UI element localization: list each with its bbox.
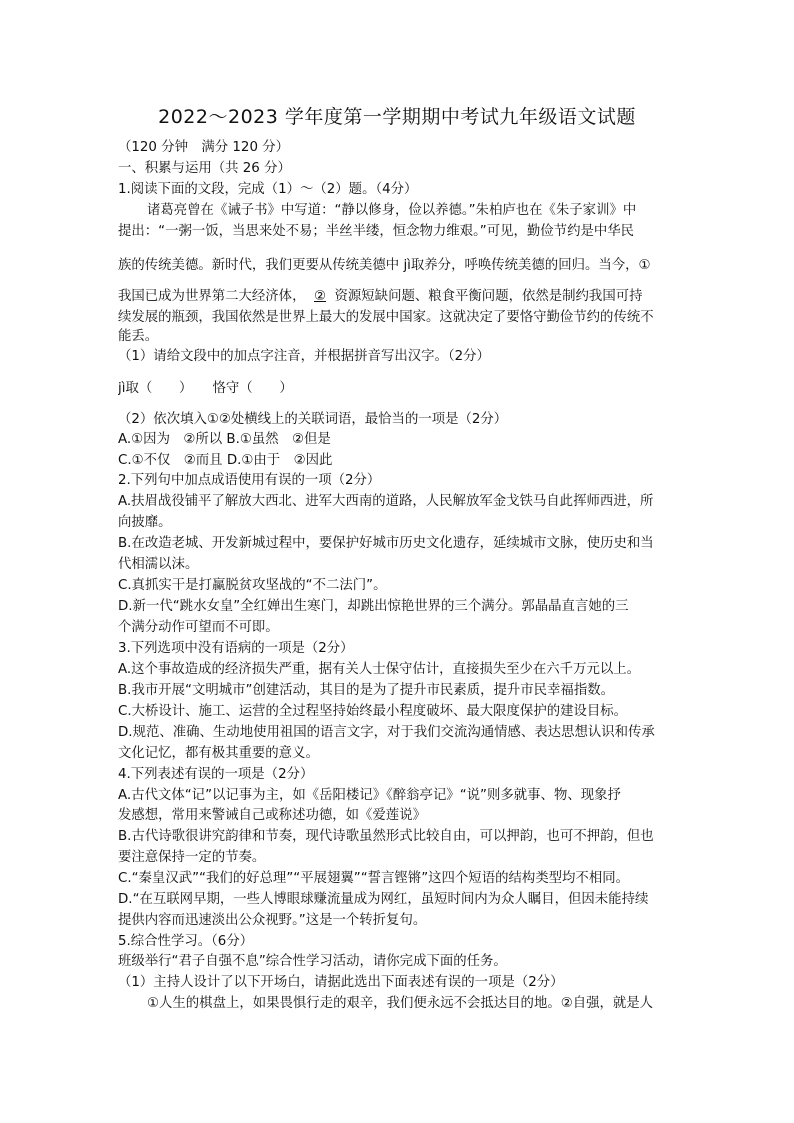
q2-option-c: C.真抓实干是打赢脱贫攻坚战的“不二法门”。 (118, 578, 387, 593)
q2-option-a: A.扶眉战役铺平了解放大西北、进军大西南的道路，人民解放军金戈铁马自此挥师西进，所 (118, 494, 654, 509)
q4-option-d: D.“在互联网早期，一些人博眼球赚流量成为网红，虽短时间内为众人瞩目，但因未能持续 (118, 892, 649, 907)
q1-sub1: （1）请给文段中的加点字注音，并根据拼音写出汉字。（2分） (118, 349, 490, 364)
q4-option-c: C.“秦皇汉武”“我们的好总理”“平展翅翼”“誓言铿锵”这四个短语的结构类型均不相同。 (118, 871, 629, 886)
q1-sub2: （2）依次填入①②处横线上的关联词语，最恰当的一项是（2分） (118, 412, 508, 427)
q1-passage-line: 续发展的瓶颈，我国依然是世界上最大的发展中国家。这就决定了要恪守勤俭节约的传统不 (118, 310, 654, 325)
q5-stem: 5.综合性学习。（6分） (118, 934, 254, 949)
section-heading: 一、积累与运用（共 26 分） (118, 161, 291, 176)
q1-passage-line: 诸葛亮曾在《诫子书》中写道：“静以修身，俭以养德。”朱柏庐也在《朱子家训》中 (147, 203, 637, 218)
q1-sub1-blanks: jì取（ ） 恪守（ ） (118, 381, 293, 396)
q4-option-a: 发感想，常用来警诫自己或称述功德，如《爱莲说》 (118, 808, 426, 823)
q2-option-b: B.在改造老城、开发新城过程中，要保护好城市历史文化遗存，延续城市文脉，使历史和当 (118, 536, 654, 551)
q4-stem: 4.下列表述有误的一项是（2分） (118, 767, 314, 782)
q4-option-b: B.古代诗歌很讲究韵律和节奏，现代诗歌虽然形式比较自由，可以押韵，也可不押韵，但也 (118, 829, 654, 844)
q5-intro: 班级举行“君子自强不息”综合性学习活动，请你完成下面的任务。 (118, 954, 507, 969)
q1-stem: 1.阅读下面的文段，完成（1）～（2）题。（4分） (118, 182, 418, 197)
q3-option-a: A.这个事故造成的经济损失严重，据有关人士保守估计，直接损失至少在六千万元以上。 (118, 662, 641, 677)
q2-option-b: 代相濡以沫。 (118, 557, 199, 572)
q1-passage-line: 能丢。 (118, 329, 159, 344)
page-title: 2022～2023 学年度第一学期期中考试九年级语文试题 (158, 106, 636, 128)
blank-2-marker: ② (313, 289, 326, 304)
q1-sub2-options: C.①不仅 ②而且 D.①由于 ②因此 (118, 453, 333, 468)
q4-option-b: 要注意保持一定的节奏。 (118, 850, 266, 865)
q2-option-d: D.新一代“跳水女皇”全红婵出生寒门，却跳出惊艳世界的三个满分。郭晶晶直言她的三 (118, 599, 629, 614)
q1-passage-segment: 我国已成为世界第二大经济体， (118, 289, 306, 304)
q1-sub2-options: A.①因为 ②所以 B.①虽然 ②但是 (118, 432, 331, 447)
q3-stem: 3.下列选项中没有语病的一项是（2分） (118, 641, 354, 656)
q3-option-d: 文化记忆，都有极其重要的意义。 (118, 746, 319, 761)
q4-option-d: 提供内容而迅速淡出公众视野。”这是一个转折复句。 (118, 913, 427, 928)
q2-stem: 2.下列句中加点成语使用有误的一项（2分） (118, 473, 381, 488)
q1-passage-line: 提出：“一粥一饭，当思来处不易；半丝半缕，恒念物力维艰。”可见，勤俭节约是中华民 (118, 224, 635, 239)
q3-option-d: D.规范、准确、生动地使用祖国的语言文字，对于我们交流沟通情感、表达思想认识和传承 (118, 725, 655, 740)
q2-option-d: 个满分动作可望而不可即。 (118, 620, 279, 635)
q1-passage-line (118, 287, 686, 307)
q5-passage-line: ①人生的棋盘上，如果畏惧行走的艰辛，我们便永远不会抵达目的地。②自强，就是人 (147, 996, 654, 1011)
q4-option-a: A.古代文体“记”以记事为主，如《岳阳楼记》《醉翁亭记》“说”则多就事、物、现象抒 (118, 788, 621, 803)
q5-sub1: （1）主持人设计了以下开场白，请据此选出下面表述有误的一项是（2分） (118, 975, 564, 990)
q3-option-c: C.大桥设计、施工、运营的全过程坚持始终最小程度破坏、最大限度保护的建设目标。 (118, 704, 628, 719)
q1-passage-segment: 资源短缺问题、粮食平衡问题，依然是制约我国可持 (334, 289, 643, 304)
exam-meta: （120 分钟 满分 120 分） (118, 140, 290, 155)
q2-option-a: 向披靡。 (118, 515, 172, 530)
q3-option-b: B.我市开展“文明城市”创建活动，其目的是为了提升市民素质，提升市民幸福指数。 (118, 683, 614, 698)
q1-passage-line: 族的传统美德。新时代，我们更要从传统美德中 jì取养分，呼唤传统美德的回归。当今，① (118, 258, 651, 273)
